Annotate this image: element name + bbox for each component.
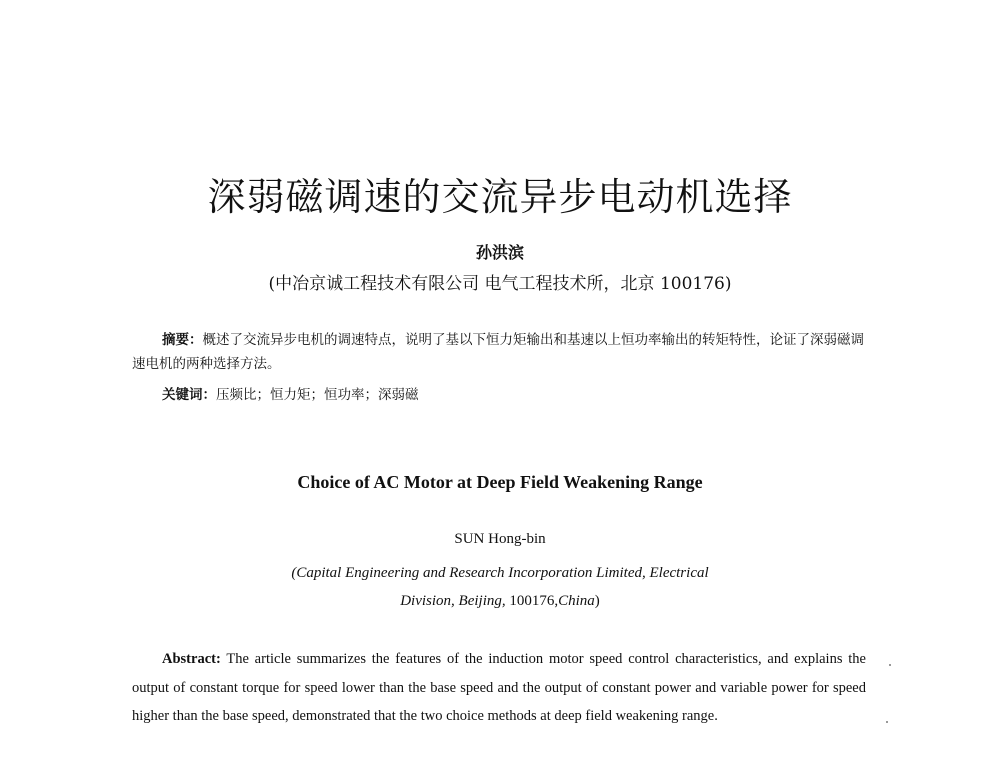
chinese-abstract — [132, 328, 872, 376]
english-title: Choice of AC Motor at Deep Field Weakening Range — [297, 472, 703, 492]
chinese-affiliation: (中冶京诚工程技术有限公司 电气工程技术所，北京 100176) — [268, 274, 732, 294]
english-affiliation-line1: (Capital Engineering and Research Incorporation Limited, Electrical — [291, 565, 709, 581]
english-affiliation-line2 — [0, 587, 1000, 615]
scan-speck — [889, 664, 891, 666]
chinese-author: 孙洪滨 — [475, 243, 524, 262]
english-abstract-text: The article summarizes the features of the induction motor speed control characteristics, and explains the output of constant torque for speed lower than the base speed and the output of constant power and variable power for speed higher than the base speed, demonstrated that the two choice methods at deep field weakening range. — [132, 651, 866, 724]
chinese-keywords — [162, 383, 419, 403]
english-affiliation-country: China — [558, 593, 595, 609]
scan-speck — [886, 721, 888, 723]
english-abstract-label: Abstract: — [162, 651, 221, 667]
chinese-abstract-label: 摘要： — [162, 332, 203, 348]
chinese-title: 深弱磁调速的交流异步电动机选择 — [207, 175, 793, 219]
english-author: SUN Hong-bin — [454, 531, 546, 547]
english-abstract — [132, 645, 866, 731]
english-affiliation-division: Division, Beijing, — [400, 593, 506, 609]
chinese-keywords-text: 压频比；恒力矩；恒功率；深弱磁 — [216, 387, 419, 403]
english-affiliation — [0, 559, 1000, 615]
english-affiliation-close: ) — [594, 593, 600, 609]
chinese-abstract-text: 概述了交流异步电机的调速特点，说明了基以下恒力矩输出和基速以上恒功率输出的转矩特性，论证了深弱磁调速电机的两种选择方法。 — [132, 332, 864, 372]
english-affiliation-postcode: 100176, — [505, 593, 559, 609]
chinese-keywords-label: 关键词： — [162, 387, 216, 403]
